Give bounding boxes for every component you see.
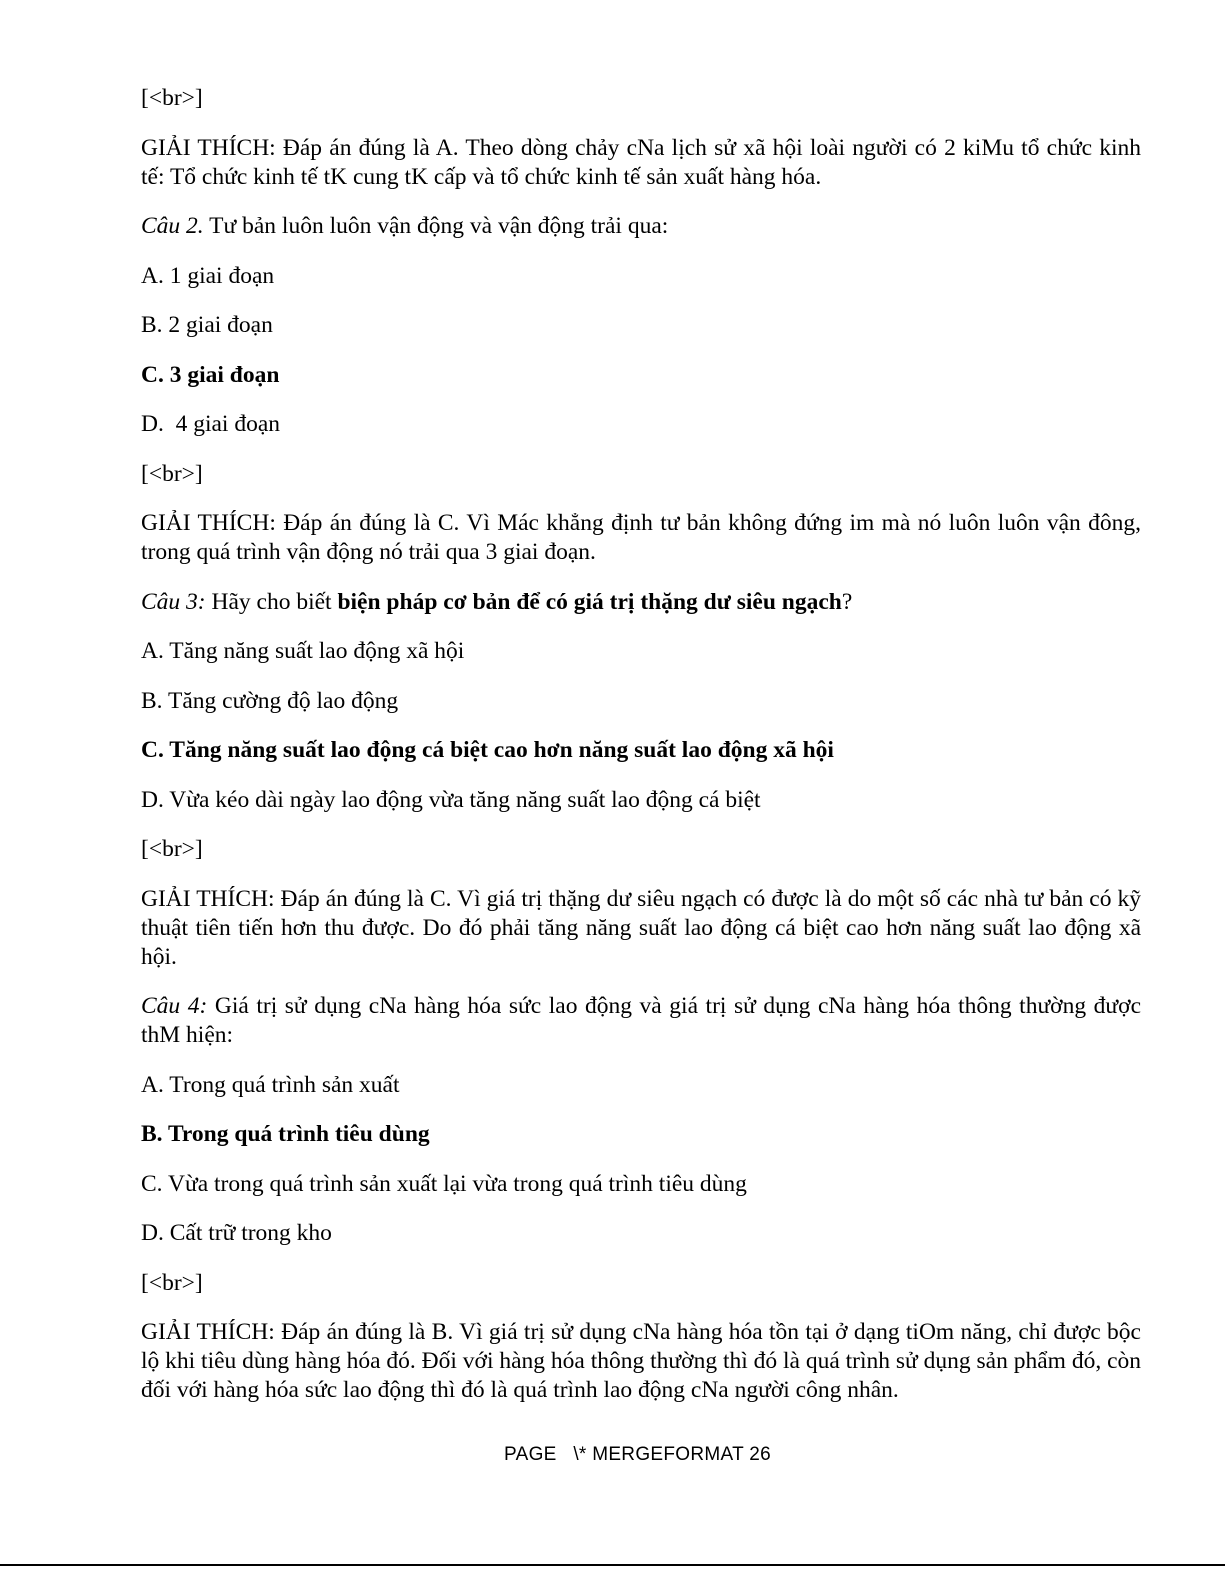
explanation-4: GIẢI THÍCH: Đáp án đúng là B. Vì giá trị sử dụng cNa hàng hóa tồn tại ở dạng tiOm năng, chỉ được bộc lộ khi tiêu dùng hàng hóa đó. Đối với hàng hóa thông thường thì đó là quá trình sử dụng sản phẩm đó, còn đối với hàng hóa sức lao động thì đó là quá trình lao động cNa người công nhân. (141, 1319, 1142, 1403)
question-text: Giá trị sử dụng cNa hàng hóa sức lao động và giá trị sử dụng cNa hàng hóa thông thường được thM hiện: (141, 993, 1142, 1048)
answer-option: B. 2 giai đoạn (141, 312, 273, 338)
correct-answer-option: C. 3 giai đoạn (141, 361, 280, 388)
correct-answer-option: C. Tăng năng suất lao động cá biệt cao hơn năng suất lao động xã hội (141, 737, 834, 763)
question-label: Câu 2. (141, 213, 204, 239)
question-label: Câu 4: (141, 993, 208, 1019)
question-punctuation: ? (841, 588, 853, 615)
document-body (141, 84, 1141, 1426)
correct-answer-option: B. Trong quá trình tiêu dùng (141, 1121, 430, 1147)
answer-option: C. Vừa trong quá trình sản xuất lại vừa trong quá trình tiêu dùng (141, 1170, 747, 1197)
line-break-marker: [<br>] (141, 460, 203, 487)
answer-option: D. 4 giai đoạn (141, 411, 281, 437)
explanation-1: GIẢI THÍCH: Đáp án đúng là A. Theo dòng chảy cNa lịch sử xã hội loài người có 2 kiMu tổ chức kinh tế: Tổ chức kinh tế tK cung tK cấp và tổ chức kinh tế sản xuất hàng hóa. (141, 134, 1141, 190)
question-2 (141, 212, 1141, 241)
page-bottom-divider (0, 1564, 1225, 1566)
answer-option: D. Vừa kéo dài ngày lao động vừa tăng năng suất lao động cá biệt (141, 786, 761, 813)
question-label: Câu 3: (141, 588, 206, 615)
explanation-2: GIẢI THÍCH: Đáp án đúng là C. Vì Mác khẳng định tư bản không đứng im mà nó luôn luôn vận đông, trong quá trình vận động nó trải qua 3 giai đoạn. (141, 510, 1141, 565)
line-break-marker: [<br>] (141, 836, 203, 862)
question-emphasis: biện pháp cơ bản để có giá trị thặng dư siêu ngạch (337, 588, 842, 615)
answer-option: A. 1 giai đoạn (141, 262, 275, 289)
question-3 (141, 588, 1141, 617)
answer-option: B. Tăng cường độ lao động (141, 687, 399, 714)
answer-option: D. Cất trữ trong kho (141, 1220, 332, 1246)
line-break-marker: [<br>] (141, 1269, 203, 1296)
question-4 (141, 992, 1141, 1050)
question-text: Tư bản luôn luôn vận động và vận động trải qua: (203, 213, 669, 239)
answer-option: A. Tăng năng suất lao động xã hội (141, 638, 465, 664)
page-footer: PAGE \* MERGEFORMAT 26 (504, 1444, 771, 1465)
answer-option: A. Trong quá trình sản xuất (141, 1071, 400, 1098)
explanation-3: GIẢI THÍCH: Đáp án đúng là C. Vì giá trị thặng dư siêu ngạch có được là do một số các nhà tư bản có kỹ thuật tiên tiến hơn thu được. Do đó phải tăng năng suất lao động cá biệt cao hơn năng suất lao động xã hội. (141, 885, 1141, 970)
question-text: Hãy cho biết (205, 588, 338, 615)
line-break-marker: [<br>] (141, 85, 203, 111)
